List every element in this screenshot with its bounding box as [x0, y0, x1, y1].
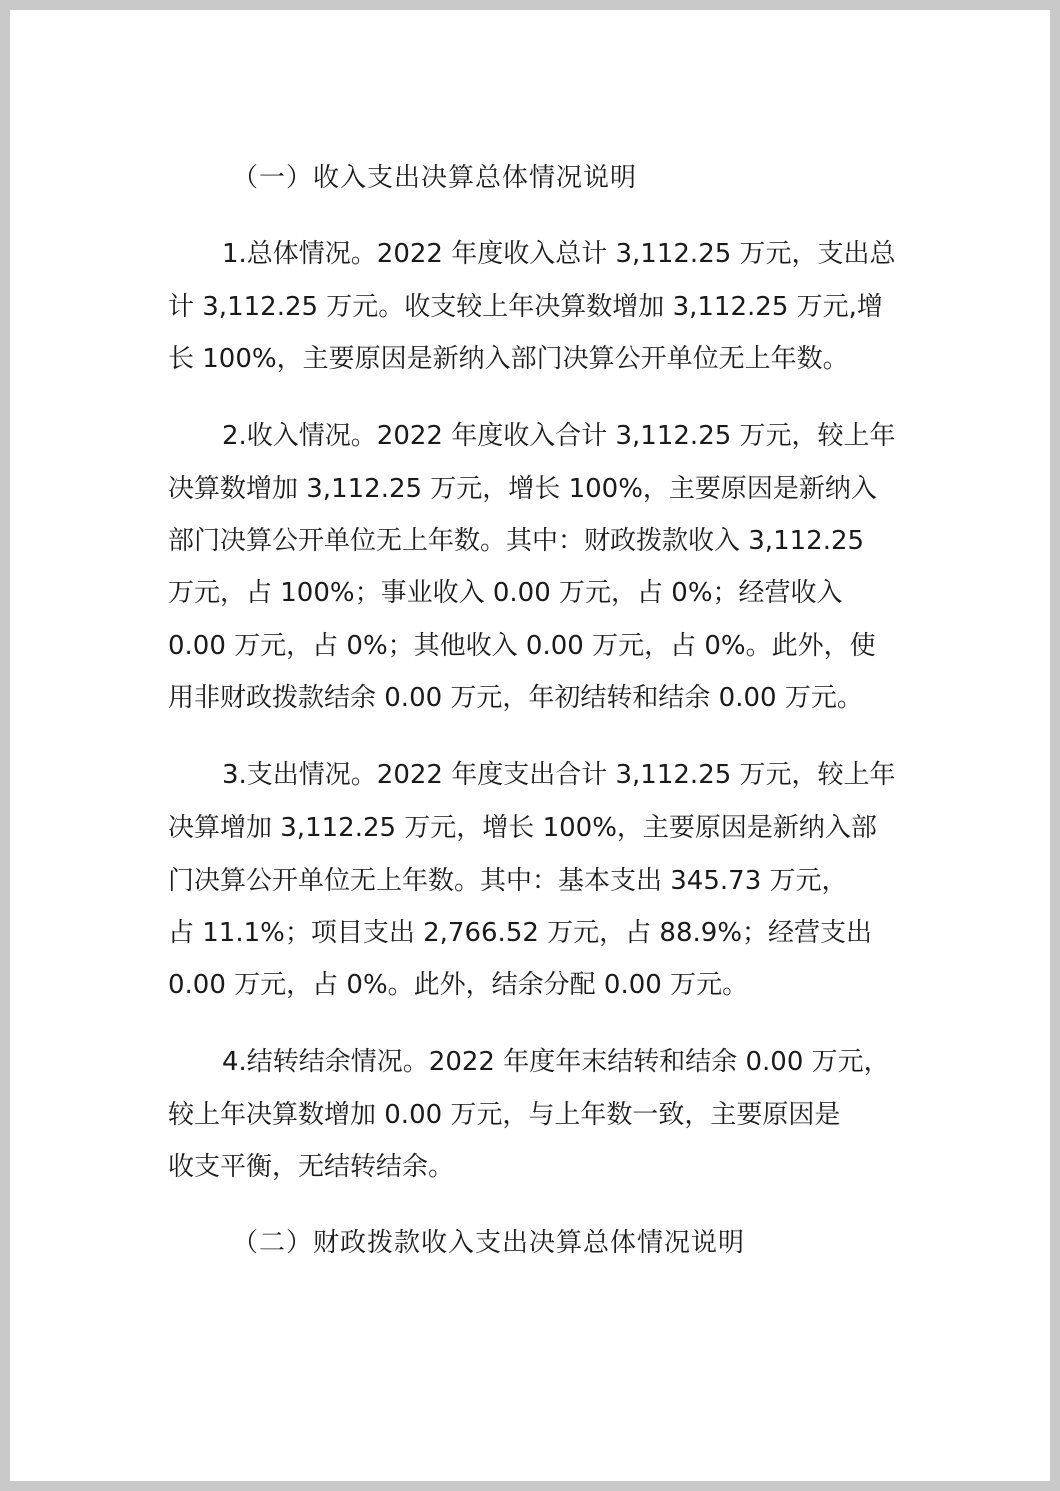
paragraph-4-line-1: 4.结转结余情况。2022 年度年末结转和结余 0.00 万元， [222, 1047, 890, 1077]
paragraph-3-line-2: 决算增加 3,112.25 万元，增长 100%，主要原因是新纳入部 [168, 813, 877, 843]
paragraph-2-line-6: 用非财政拨款结余 0.00 万元，年初结转和结余 0.00 万元。 [168, 683, 863, 713]
paragraph-4-line-3: 收支平衡，无结转结余。 [168, 1152, 455, 1182]
paragraph-3-line-4: 占 11.1%；项目支出 2,766.52 万元，占 88.9%；经营支出 [168, 918, 873, 948]
paragraph-3-line-5: 0.00 万元，占 0%。此外，结余分配 0.00 万元。 [168, 970, 749, 1000]
document-page [10, 10, 1050, 1481]
paragraph-1-line-2: 计 3,112.25 万元。收支较上年决算数增加 3,112.25 万元,增 [168, 292, 883, 322]
paragraph-3-line-1: 3.支出情况。2022 年度支出合计 3,112.25 万元，较上年 [222, 760, 896, 790]
paragraph-2-line-2: 决算数增加 3,112.25 万元，增长 100%，主要原因是新纳入 [168, 474, 877, 504]
paragraph-3-line-3: 门决算公开单位无上年数。其中：基本支出 345.73 万元， [168, 866, 848, 896]
paragraph-2-line-1: 2.收入情况。2022 年度收入合计 3,112.25 万元，较上年 [222, 421, 896, 451]
section-heading-1: （一）收入支出决算总体情况说明 [232, 163, 638, 193]
paragraph-2-line-4: 万元，占 100%；事业收入 0.00 万元，占 0%；经营收入 [168, 578, 843, 608]
section-heading-2: （二）财政拨款收入支出决算总体情况说明 [232, 1228, 746, 1258]
paragraph-1-line-3: 长 100%，主要原因是新纳入部门决算公开单位无上年数。 [168, 344, 849, 374]
paragraph-1-line-1: 1.总体情况。2022 年度收入总计 3,112.25 万元，支出总 [222, 239, 896, 269]
paragraph-4-line-2: 较上年决算数增加 0.00 万元，与上年数一致，主要原因是 [168, 1100, 841, 1130]
paragraph-2-line-5: 0.00 万元，占 0%；其他收入 0.00 万元，占 0%。此外，使 [168, 631, 876, 661]
paragraph-2-line-3: 部门决算公开单位无上年数。其中：财政拨款收入 3,112.25 [168, 526, 865, 556]
